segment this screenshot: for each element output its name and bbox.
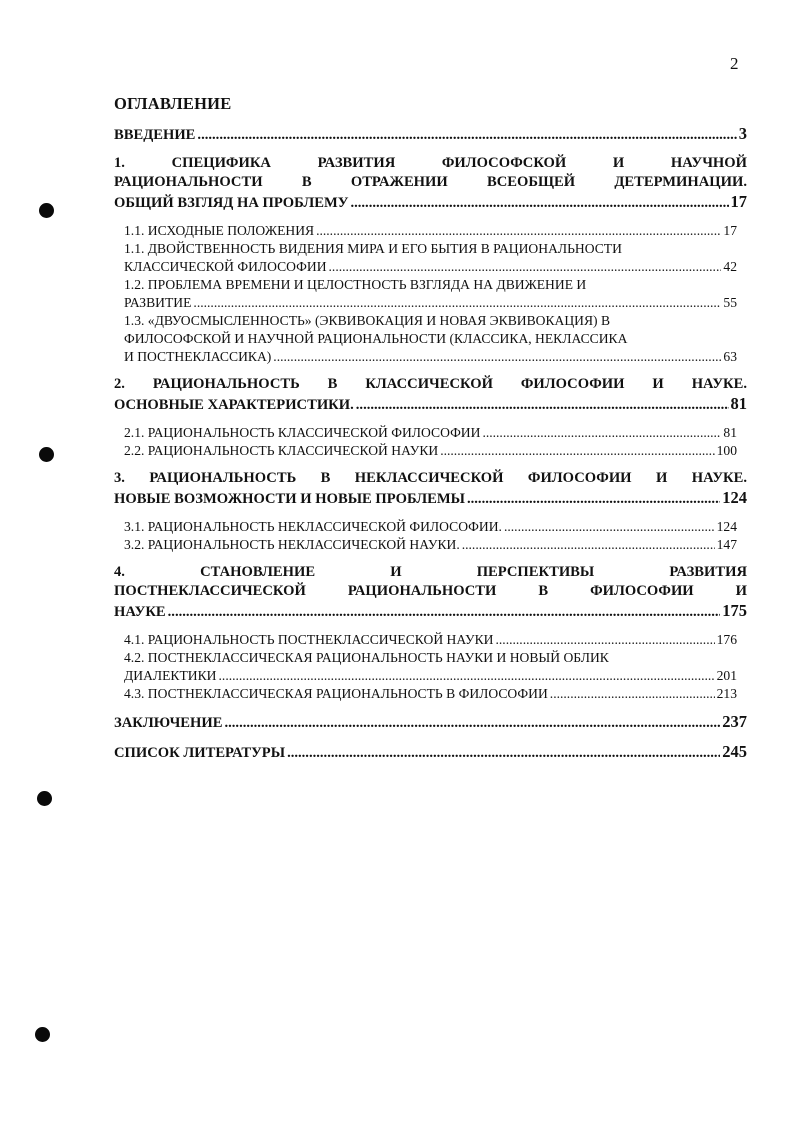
subentry-title: 1.1. ИСХОДНЫЕ ПОЛОЖЕНИЯ (124, 223, 315, 238)
binder-hole (35, 1027, 50, 1042)
toc-subentry (114, 649, 737, 685)
chapter-page: 175 (722, 601, 747, 620)
subentry-title: 2.2. РАЦИОНАЛЬНОСТЬ КЛАССИЧЕСКОЙ НАУКИ (124, 443, 439, 458)
dot-leader (356, 396, 729, 415)
toc-subentry (114, 631, 737, 649)
toc-subsections-1 (114, 222, 747, 366)
toc-subentry (114, 240, 737, 276)
subentry-title-line: 4.2. ПОСТНЕКЛАССИЧЕСКАЯ РАЦИОНАЛЬНОСТЬ НАУКИ И НОВЫЙ ОБЛИК (124, 650, 609, 665)
toc-subentry (114, 442, 737, 460)
subentry-title: 2.1. РАЦИОНАЛЬНОСТЬ КЛАССИЧЕСКОЙ ФИЛОСОФИИ (124, 425, 481, 440)
subentry-title: 4.1. РАЦИОНАЛЬНОСТЬ ПОСТНЕКЛАССИЧЕСКОЙ НАУКИ (124, 632, 494, 647)
dot-leader (440, 442, 714, 460)
toc-chapter-3 (114, 469, 747, 509)
toc-entry-title: ВВЕДЕНИЕ (114, 127, 196, 143)
subentry-title-end: ДИАЛЕКТИКИ (124, 668, 217, 683)
toc-subentry (114, 424, 737, 442)
subentry-title-end: РАЗВИТИЕ (124, 295, 192, 310)
dot-leader (329, 258, 722, 276)
page-number: 2 (730, 54, 739, 73)
chapter-title-end: ОСНОВНЫЕ ХАРАКТЕРИСТИКИ. (114, 397, 354, 413)
chapter-title-last-line (114, 601, 747, 622)
chapter-title-last-line (114, 394, 747, 415)
dot-leader (197, 126, 736, 145)
chapter-title-end: НОВЫЕ ВОЗМОЖНОСТИ И НОВЫЕ ПРОБЛЕМЫ (114, 491, 465, 507)
toc-entry-conclusion (114, 712, 747, 733)
toc-subsections-4 (114, 631, 747, 703)
chapter-title-line: 4. СТАНОВЛЕНИЕ И ПЕРСПЕКТИВЫ РАЗВИТИЯ (114, 564, 747, 580)
subentry-title-line: ФИЛОСОФСКОЙ И НАУЧНОЙ РАЦИОНАЛЬНОСТИ (КЛАССИКА, НЕКЛАССИКА (124, 331, 628, 346)
dot-leader (467, 490, 720, 509)
subentry-title: 3.1. РАЦИОНАЛЬНОСТЬ НЕКЛАССИЧЕСКОЙ ФИЛОСОФИИ. (124, 519, 502, 534)
subentry-title-line: 1.2. ПРОБЛЕМА ВРЕМЕНИ И ЦЕЛОСТНОСТЬ ВЗГЛЯДА НА ДВИЖЕНИЕ И (124, 277, 587, 292)
dot-leader (504, 518, 715, 536)
chapter-title-line: РАЦИОНАЛЬНОСТИ В ОТРАЖЕНИИ ВСЕОБЩЕЙ ДЕТЕРМИНАЦИИ. (114, 174, 747, 190)
toc-entry-intro (114, 124, 747, 145)
subentry-page: 55 (723, 295, 737, 310)
toc-subsections-2 (114, 424, 747, 460)
subentry-page: 100 (716, 443, 737, 458)
subentry-page: 201 (716, 668, 737, 683)
chapter-title-line: ПОСТНЕКЛАССИЧЕСКОЙ РАЦИОНАЛЬНОСТИ В ФИЛОСОФИИ И (114, 583, 747, 599)
subentry-page: 147 (716, 537, 737, 552)
toc-chapter-2 (114, 375, 747, 415)
toc-subentry (114, 685, 737, 703)
dot-leader (193, 294, 721, 312)
toc-subentry (114, 312, 737, 366)
chapter-page: 124 (722, 488, 747, 507)
subentry-page: 42 (723, 259, 737, 274)
subentry-title-end: КЛАССИЧЕСКОЙ ФИЛОСОФИИ (124, 259, 327, 274)
chapter-title-line: 3. РАЦИОНАЛЬНОСТЬ В НЕКЛАССИЧЕСКОЙ ФИЛОСОФИИ И НАУКЕ. (114, 470, 747, 486)
subentry-title-end: И ПОСТНЕКЛАССИКА) (124, 349, 272, 364)
toc-entry-title: СПИСОК ЛИТЕРАТУРЫ (114, 745, 286, 761)
binder-hole (39, 203, 54, 218)
dot-leader (287, 744, 720, 763)
dot-leader (316, 222, 721, 240)
toc-subsections-3 (114, 518, 747, 554)
chapter-title-end: ОБЩИЙ ВЗГЛЯД НА ПРОБЛЕМУ (114, 195, 349, 211)
chapter-page: 17 (730, 192, 747, 211)
toc-subentry (114, 276, 737, 312)
subentry-page: 63 (723, 349, 737, 364)
toc-subentry (114, 518, 737, 536)
dot-leader (273, 348, 721, 366)
toc-entry-title: ЗАКЛЮЧЕНИЕ (114, 715, 223, 731)
subentry-title: 4.3. ПОСТНЕКЛАССИЧЕСКАЯ РАЦИОНАЛЬНОСТЬ В ФИЛОСОФИИ (124, 686, 548, 701)
subentry-title-line: 1.1. ДВОЙСТВЕННОСТЬ ВИДЕНИЯ МИРА И ЕГО БЫТИЯ В РАЦИОНАЛЬНОСТИ (124, 241, 622, 256)
dot-leader (219, 667, 715, 685)
subentry-last-line (124, 348, 737, 366)
dot-leader (550, 685, 715, 703)
dot-leader (168, 603, 721, 622)
toc-entry-page: 3 (738, 124, 747, 143)
binder-hole (37, 791, 52, 806)
subentry-page: 213 (716, 686, 737, 701)
subentry-page: 176 (716, 632, 737, 647)
subentry-page: 17 (723, 223, 737, 238)
toc-subentry (114, 536, 737, 554)
binder-hole (39, 447, 54, 462)
chapter-page: 81 (730, 394, 747, 413)
chapter-title-last-line (114, 488, 747, 509)
dot-leader (350, 194, 728, 213)
subentry-title: 3.2. РАЦИОНАЛЬНОСТЬ НЕКЛАССИЧЕСКОЙ НАУКИ. (124, 537, 460, 552)
dot-leader (224, 714, 720, 733)
toc-subentry (114, 222, 737, 240)
table-of-contents (114, 124, 747, 772)
chapter-title-line: 2. РАЦИОНАЛЬНОСТЬ В КЛАССИЧЕСКОЙ ФИЛОСОФИИ И НАУКЕ. (114, 376, 747, 392)
subentry-last-line (124, 667, 737, 685)
dot-leader (496, 631, 715, 649)
toc-entry-page: 237 (722, 712, 747, 731)
dot-leader (462, 536, 715, 554)
toc-title: ОГЛАВЛЕНИЕ (114, 94, 232, 113)
dot-leader (482, 424, 721, 442)
subentry-page: 124 (716, 519, 737, 534)
toc-chapter-4 (114, 563, 747, 622)
subentry-last-line (124, 294, 737, 312)
subentry-last-line (124, 258, 737, 276)
chapter-title-end: НАУКЕ (114, 604, 166, 620)
subentry-page: 81 (723, 425, 737, 440)
chapter-title-line: 1. СПЕЦИФИКА РАЗВИТИЯ ФИЛОСОФСКОЙ И НАУЧНОЙ (114, 155, 747, 171)
toc-entry-page: 245 (722, 742, 747, 761)
subentry-title-line: 1.3. «ДВУОСМЫСЛЕННОСТЬ» (ЭКВИВОКАЦИЯ И НОВАЯ ЭКВИВОКАЦИЯ) В (124, 313, 611, 328)
toc-entry-references (114, 742, 747, 763)
toc-chapter-1 (114, 154, 747, 213)
chapter-title-last-line (114, 192, 747, 213)
